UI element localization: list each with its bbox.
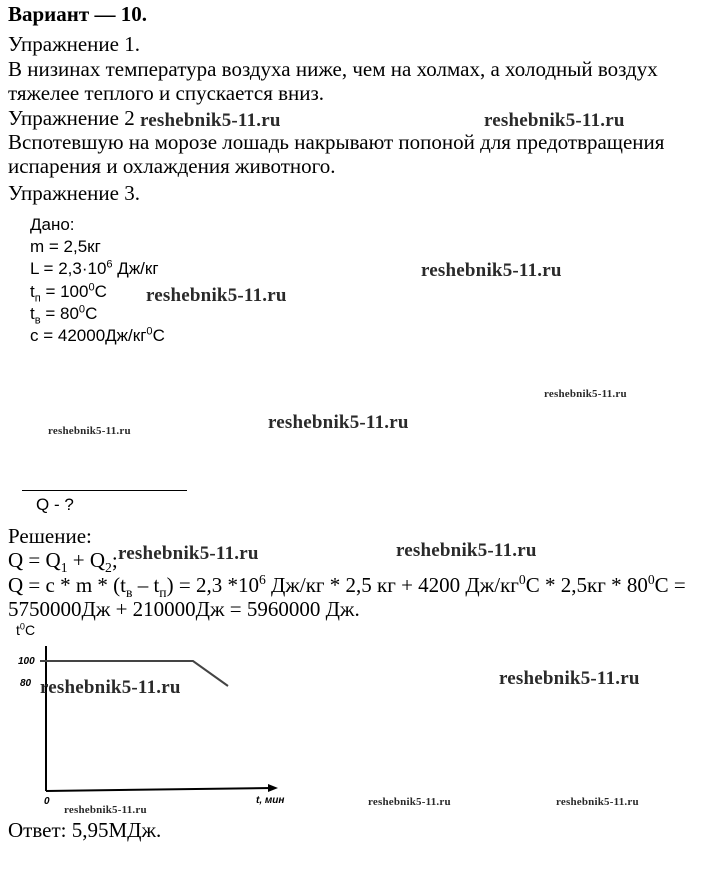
exercise2-text-line2: испарения и охлаждения животного. (8, 154, 336, 178)
given-label: Дано: (30, 215, 75, 234)
solution-equation1: $Q = Q_1 + Q_2$; (8, 548, 118, 576)
exercise1-title: Упражнение 1. (8, 32, 140, 56)
given-latent-heat: $L = 2,3\cdot 10^6$ Дж/кг (30, 258, 159, 278)
given-mass: m = 2,5кг (30, 237, 101, 256)
watermark: reshebnik5-11.ru (544, 388, 627, 400)
watermark: reshebnik5-11.ru (484, 110, 625, 131)
solution-equation2: $Q = c * m * (t_в - t_п) = 2,3$ $*10^6$ Дж/кг * 2,5 кг + 4200 $Дж/кг^0С * 2,5кг * 80^0С$ = (8, 572, 686, 601)
find-quantity: Q - ? (36, 495, 74, 514)
given-final-temp: $t_в = 80^0C$ (30, 303, 98, 327)
exercise1-text-line2: тяжелее теплого и спускается вниз. (8, 81, 325, 105)
watermark: reshebnik5-11.ru (146, 285, 287, 306)
graph-y-axis-label: $t^0C$ (16, 621, 36, 638)
watermark: reshebnik5-11.ru (396, 540, 537, 561)
graph-tick-100: 100 (18, 656, 35, 667)
answer: Ответ: 5,95МДж. (8, 818, 162, 842)
watermark: reshebnik5-11.ru (40, 677, 181, 698)
graph-x-axis-label: t, мин (256, 795, 285, 806)
solution-equation3: 5750000Дж + 210000Дж = 5960000 Дж. (8, 597, 360, 621)
graph-x-axis (46, 788, 272, 791)
watermark: reshebnik5-11.ru (368, 796, 451, 808)
watermark: reshebnik5-11.ru (268, 412, 409, 433)
graph-x-arrow (268, 784, 278, 792)
solution-label: Решение: (8, 524, 92, 548)
exercise3-title: Упражнение 3. (8, 181, 140, 205)
watermark: reshebnik5-11.ru (421, 260, 562, 281)
watermark: reshebnik5-11.ru (48, 425, 131, 437)
watermark: reshebnik5-11.ru (556, 796, 639, 808)
graph-tick-80: 80 (20, 678, 32, 689)
given-specific-heat: $c = 42000Дж/кг^0C$ (30, 325, 165, 345)
watermark: reshebnik5-11.ru (64, 804, 147, 816)
watermark: reshebnik5-11.ru (140, 110, 281, 131)
graph-origin: 0 (44, 796, 50, 807)
exercise1-text-line1: В низинах температура воздуха ниже, чем на холмах, а холодный воздух (8, 57, 658, 81)
watermark: reshebnik5-11.ru (499, 668, 640, 689)
variant-heading: Вариант — 10. (8, 2, 147, 26)
watermark: reshebnik5-11.ru (118, 543, 259, 564)
exercise2-title: Упражнение 2 (8, 106, 135, 130)
exercise2-text-line1: Вспотевшую на морозе лошадь накрывают попоной для предотвращения (8, 130, 665, 154)
given-boiling-temp: $t_п = 100^0C$ (30, 281, 107, 305)
